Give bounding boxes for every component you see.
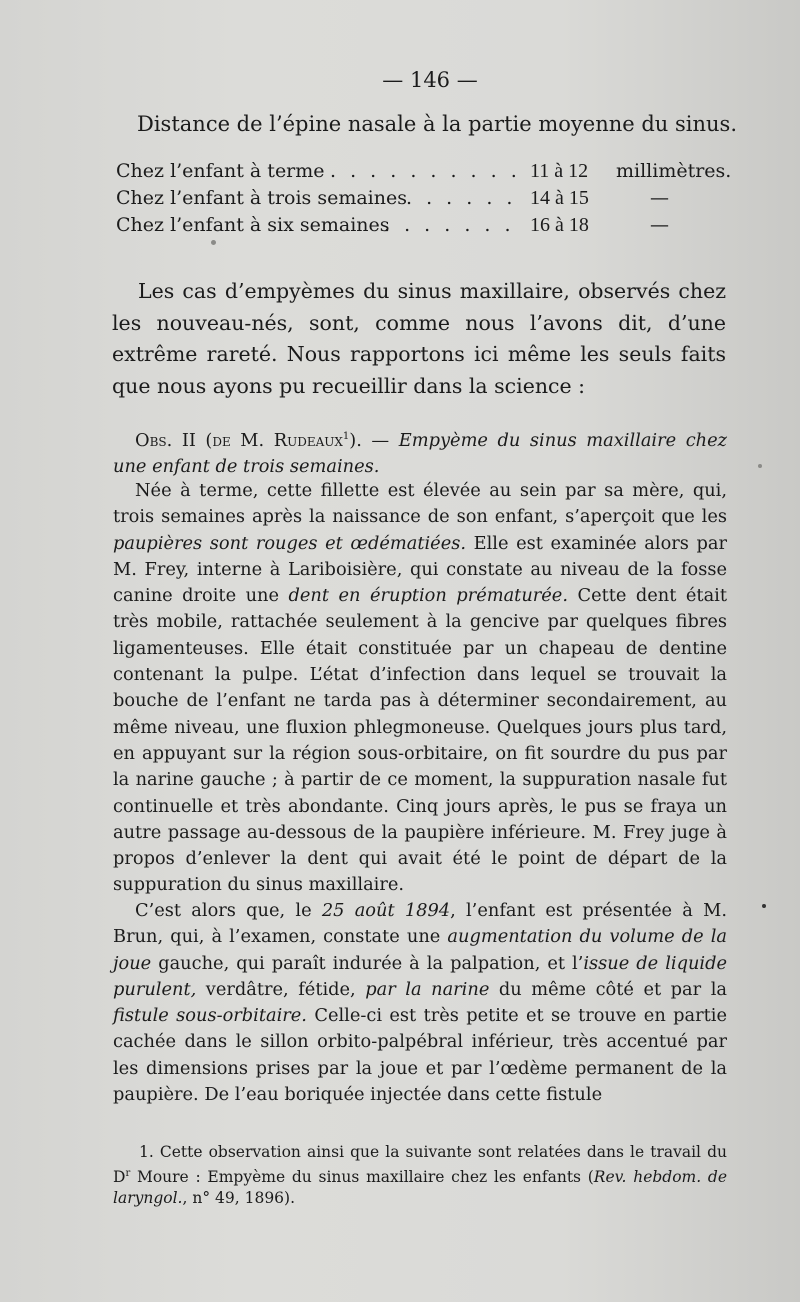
- measurement-unit: millimètres.: [616, 160, 732, 182]
- intro-paragraph: Les cas d’empyèmes du sinus maxillaire, observés chez les nouveau-nés, sont, comme nous l’avons dit, d’une extrême rareté. Nous rapportons ici même les seuls faits que nous ayons pu recueillir dans la science :: [112, 279, 726, 398]
- measurement-value: 14 à 15: [530, 187, 589, 209]
- paper-speck: [762, 904, 766, 908]
- leader-dots: . . . . . . . . . .: [330, 160, 521, 182]
- paper-speck: [758, 464, 762, 468]
- footnote: 1. Cette observation ainsi que la suivante sont relatées dans le travail du $D^r$ Moure : Empyème du sinus maxillaire chez les enfants (Rev. hebdom. de laryngol., n° 49, 1896).: [113, 1143, 728, 1208]
- measurement-value: 11 à 12: [530, 160, 589, 182]
- measurement-row: [116, 187, 756, 215]
- measurement-unit: —: [650, 214, 669, 236]
- paper-speck: [211, 240, 216, 245]
- measurement-row: [116, 214, 756, 242]
- page-number: — 146 —: [382, 68, 478, 92]
- observation-author: Rudeaux: [273, 429, 343, 451]
- leader-dots: . . . . . . .: [384, 214, 515, 236]
- measurement-value: 16 à 18: [530, 214, 589, 236]
- observation-body-paragraph: C’est alors que, le 25 août 1894, l’enfant est présentée à M. Brun, qui, à l’examen, constate une augmentation du volume de la joue gauche, qui paraît indurée à la palpation, et l’issue de liquide purulent, verdâtre, fétide, par la narine du même côté et par la fistule sous-orbitaire. Celle-ci est très petite et se trouve en partie cachée dans le sillon orbito-palpébral inférieur, très accentué par les dimensions prises par la joue et par l’œdème permanent de la paupière. De l’eau boriquée injectée dans cette fistule: [113, 900, 728, 1106]
- measurement-row: [116, 160, 756, 188]
- leader-dots: . . . . . .: [406, 187, 517, 209]
- observation-body-paragraph: Née à terme, cette fillette est élevée au sein par sa mère, qui, trois semaines après la naissance de son enfant, s’aperçoit que les paupières sont rouges et œdématiées. Elle est examinée alors par M. Frey, interne à Lariboisière, qui constate au niveau de la fosse canine droite une dent en éruption prématurée. Cette dent était très mobile, rattachée seulement à la gencive par quelques fibres ligamenteuses. Elle était constituée par un chapeau de dentine contenant la pulpe. L’état d’infection dans lequel se trouvait la bouche de l’enfant ne tarda pas à déterminer secondairement, au même niveau, une fluxion phlegmoneuse. Quelques jours plus tard, en appuyant sur la région sous-orbitaire, on fit sourdre du pus par la narine gauche ; à partir de ce moment, la suppuration nasale fut continuelle et très abondante. Cinq jours après, le pus se fraya un autre passage au-dessous de la paupière inférieure. M. Frey juge à propos d’enlever la dent qui avait été le point de départ de la suppuration du sinus maxillaire.: [113, 480, 728, 896]
- measurement-unit: —: [650, 187, 669, 209]
- footnote-marker: 1: [342, 431, 350, 442]
- measurement-label: Chez l’enfant à six semaines: [116, 214, 390, 236]
- observation-title: Empyème du sinus maxillaire chez une enfant de trois semaines.: [113, 429, 727, 478]
- observation-heading: Obs. II (de M. Rudeaux$^1$). — Empyème du sinus maxillaire chez une enfant de trois semaines.: [113, 429, 727, 478]
- measurement-label: Chez l’enfant à trois semaines: [116, 187, 407, 209]
- section-title: Distance de l’épine nasale à la partie moyenne du sinus.: [137, 112, 737, 136]
- measurement-label: Chez l’enfant à terme: [116, 160, 325, 182]
